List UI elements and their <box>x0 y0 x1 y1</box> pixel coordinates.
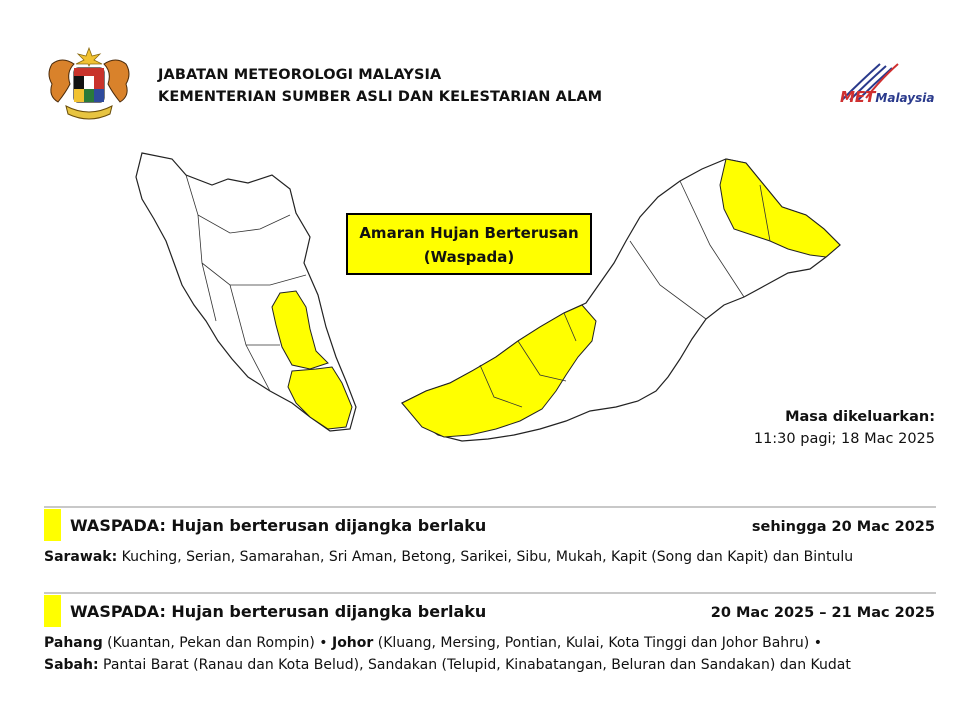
warning-1-areas: Kuching, Serian, Samarahan, Sri Aman, Betong, Sarikei, Sibu, Mukah, Kapit (Song dan Kapit) dan Bintulu <box>117 549 854 565</box>
ministry-name: KEMENTERIAN SUMBER ASLI DAN KELESTARIAN ALAM <box>158 89 603 105</box>
issued-label: Masa dikeluarkan: <box>785 409 935 425</box>
warning-title-box <box>346 213 592 275</box>
warning-2-state-pahang: Pahang <box>44 635 103 651</box>
header <box>40 40 940 120</box>
warning-1-regions <box>44 546 944 568</box>
divider <box>44 592 936 594</box>
issued-time: 11:30 pagi; 18 Mac 2025 <box>753 431 935 447</box>
divider <box>44 506 936 508</box>
warning-title-line2: (Waspada) <box>423 248 515 266</box>
warning-2-title: WASPADA: Hujan berterusan dijangka berlaku <box>70 602 487 621</box>
malaysia-map <box>120 145 860 465</box>
warning-level-marker <box>44 595 61 627</box>
agency-title-block <box>158 64 602 108</box>
issued-time-block <box>754 406 935 450</box>
met-logo-wordmark: METMalaysia <box>840 88 935 106</box>
met-malaysia-logo <box>832 60 935 108</box>
warning-2-areas-pahang: (Kuantan, Pekan dan Rompin) • <box>102 635 332 651</box>
warning-2-areas-sabah: Pantai Barat (Ranau dan Kota Belud), Sandakan (Telupid, Kinabatangan, Beluran dan Sandakan) dan Kudat <box>98 657 851 673</box>
agency-name: JABATAN METEOROLOGI MALAYSIA <box>158 67 442 83</box>
coat-of-arms-icon <box>44 44 134 120</box>
warning-1-state: Sarawak: <box>44 549 118 565</box>
warning-1-period: sehingga 20 Mac 2025 <box>751 519 935 535</box>
warning-2-regions <box>44 632 944 676</box>
warning-2-period: 20 Mac 2025 – 21 Mac 2025 <box>710 605 935 621</box>
warning-title-line1: Amaran Hujan Berterusan <box>359 224 579 242</box>
warning-2-areas-johor: (Kluang, Mersing, Pontian, Kulai, Kota Tinggi dan Johor Bahru) • <box>373 635 822 651</box>
warning-1-title: WASPADA: Hujan berterusan dijangka berlaku <box>70 516 487 535</box>
warning-2-state-johor: Johor <box>331 635 374 651</box>
warning-2-state-sabah: Sabah: <box>44 657 99 673</box>
warning-level-marker <box>44 509 61 541</box>
